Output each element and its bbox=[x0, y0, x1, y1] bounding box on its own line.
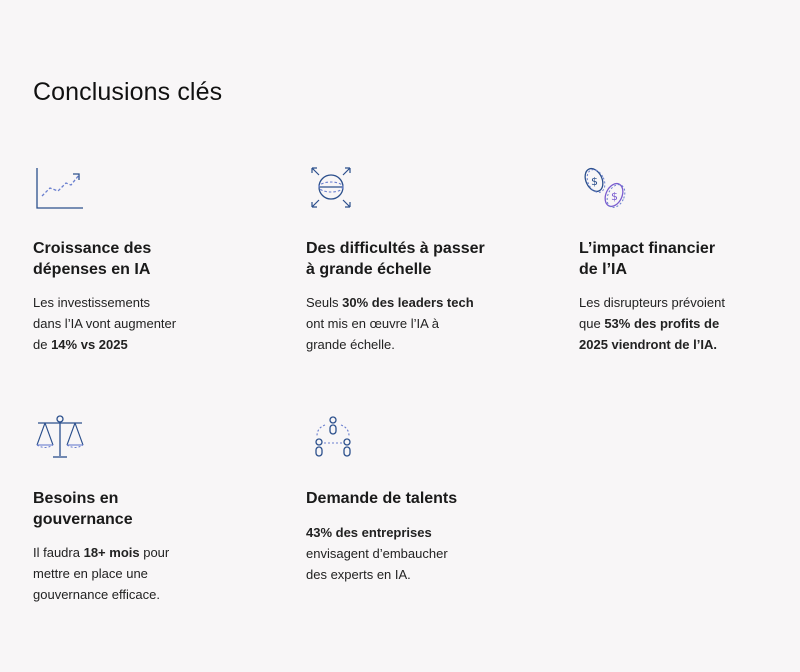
card-body: Les disrupteurs prévoient que 53% des profits de 2025 viendront de l’IA. bbox=[579, 295, 725, 352]
card-body: Les investissements dans l’IA vont augmenter de 14% vs 2025 bbox=[33, 295, 177, 352]
card-title: Croissance des dépenses en IA bbox=[33, 240, 152, 278]
svg-text:$: $ bbox=[591, 175, 598, 188]
card-body: Seuls 30% des leaders tech ont mis en œuvre l’IA à grande échelle. bbox=[306, 295, 474, 352]
page-title: Conclusions clés bbox=[33, 78, 223, 106]
card-body: 43% des entreprises envisagent d’embaucher des experts en IA. bbox=[306, 525, 448, 582]
card-body: Il faudra 18+ mois pour mettre en place une gouvernance efficace. bbox=[33, 545, 170, 602]
card-title: L’impact financier de l’IA bbox=[579, 240, 716, 278]
card-title: Besoins en gouvernance bbox=[33, 490, 133, 528]
coins-icon bbox=[579, 164, 631, 212]
card-title: Des difficultés à passer à grande échelle bbox=[306, 240, 485, 278]
svg-text:$: $ bbox=[611, 190, 618, 203]
line-chart-icon bbox=[33, 164, 85, 212]
balance-scale-icon bbox=[33, 414, 85, 462]
people-network-icon bbox=[306, 414, 358, 462]
card-title: Demande de talents bbox=[306, 490, 458, 507]
globe-expand-icon bbox=[306, 164, 358, 212]
